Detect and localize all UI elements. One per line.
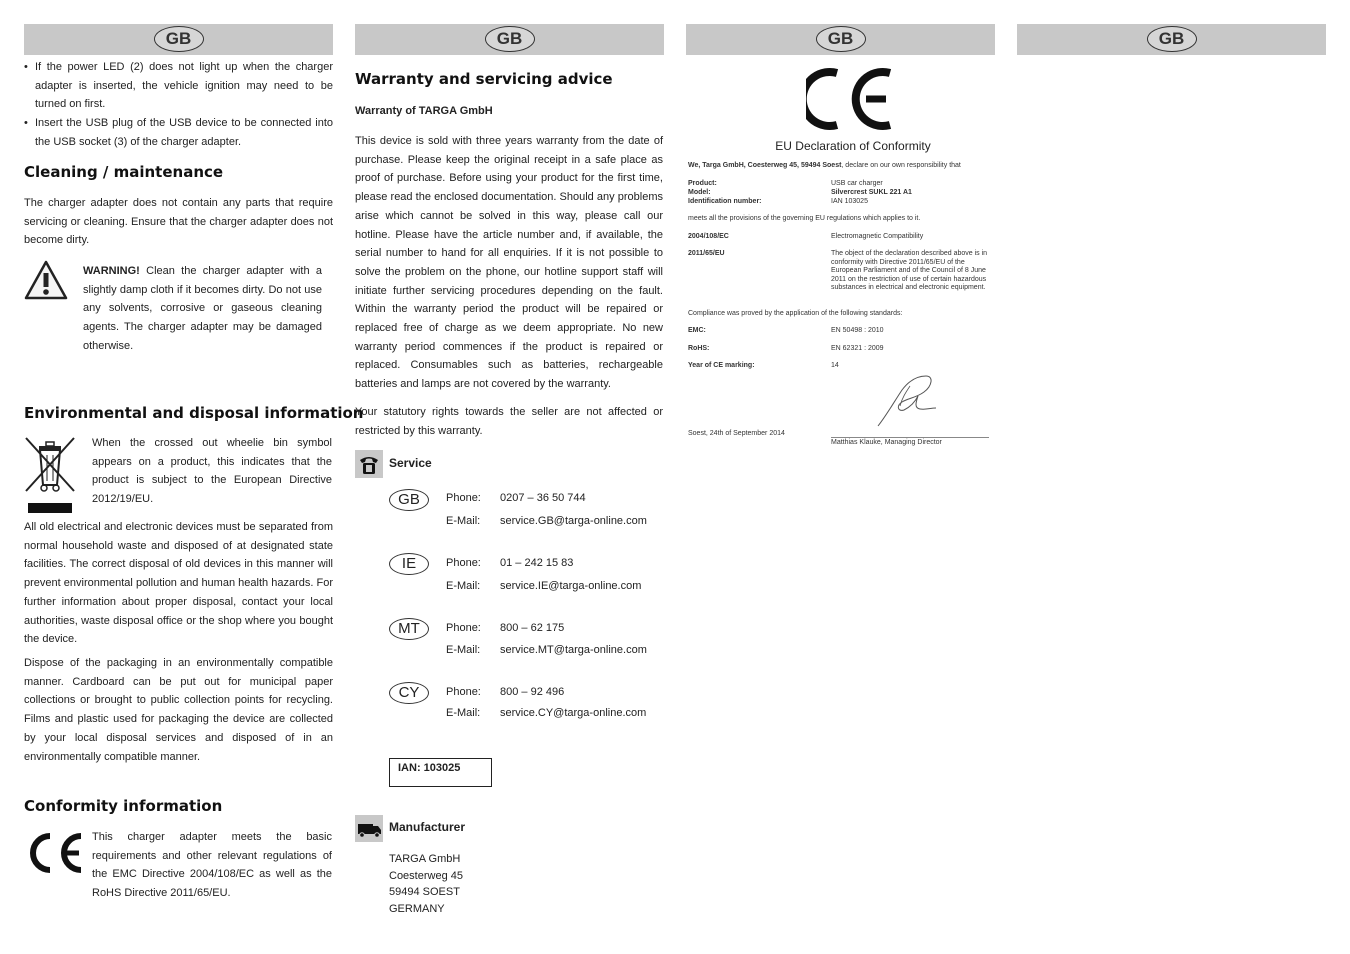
model-value: Silvercrest SUKL 221 A1: [831, 189, 912, 196]
signatory-name: Matthias Klauke, Managing Director: [831, 439, 942, 446]
signature-image: [872, 372, 942, 430]
warranty-paragraph-2: Your statutory rights towards the seller are not affected or restricted by this warranty.: [355, 406, 663, 437]
directive-emc-label: 2004/108/EC: [688, 233, 729, 240]
page-column-1: [24, 24, 333, 55]
service-heading: Service: [389, 456, 432, 470]
address-line: TARGA GmbH: [389, 853, 461, 865]
warranty-paragraph-1: This device is sold with three years warranty from the date of purchase. Please keep the original receipt in a safe place as proof of purchase. Before using your product for the first time, please read the enclosed documentation. Should any problems arise which cannot be solved in this way, please call our hotline. Please have the article number and, if available, the serial number to hand for all enquiries. If it is not possible to solve the problem on the phone, our hotline support staff will initiate further servicing procedures depending on the fault. Within the warranty period the product will be repaired or replaced free of charge as we deem appropriate. No new warranty period commences if the product is repaired or replaced. Consumables such as batteries, rechargeable batteries and lamps are not covered by the warranty.: [355, 135, 663, 391]
section-heading-environment: Environmental and disposal information: [24, 404, 364, 422]
country-badge-mt: MT: [389, 618, 429, 640]
page-column-3: [686, 24, 995, 55]
email-ie: service.IE@targa-online.com: [500, 580, 642, 592]
place-date: Soest, 24th of September 2014: [688, 430, 785, 437]
directive-emc-value: Electromagnetic Compatibility: [831, 233, 924, 240]
country-badge-gb: GB: [389, 489, 429, 511]
ian-box: IAN: 103025: [389, 758, 492, 787]
language-badge: GB: [154, 26, 204, 52]
warranty-subheading: Warranty of TARGA GmbH: [355, 105, 493, 117]
country-badge-cy: CY: [389, 682, 429, 704]
language-badge: GB: [485, 26, 535, 52]
phone-ie: 01 – 242 15 83: [500, 557, 574, 569]
conformity-text: This charger adapter meets the basic requirements and other relevant regulations of the EMC Directive 2004/108/EC as well as the RoHS Directive 2011/65/EU.: [92, 831, 332, 900]
language-band: [686, 24, 995, 55]
address-line: Coesterweg 45: [389, 869, 463, 882]
disposal-symbol-text: When the crossed out wheelie bin symbol appears on a product, this indicates that the product is subject to the European Directive 2012/19/EU.: [92, 437, 332, 506]
phone-mt: 800 – 62 175: [500, 622, 565, 634]
ce-mark-icon: [24, 830, 84, 876]
product-value: USB car charger: [831, 180, 883, 187]
ce-year-label: Year of CE marking:: [688, 362, 755, 369]
section-heading-cleaning: Cleaning / maintenance: [24, 163, 224, 181]
truck-icon: [355, 815, 383, 842]
page-column-2: [355, 24, 664, 55]
manufacturer-heading: Manufacturer: [389, 820, 466, 834]
language-band: [24, 24, 333, 55]
country-badge-ie: IE: [389, 553, 429, 575]
email-label: E-Mail:: [446, 707, 481, 719]
list-item: • If the power LED (2) does not light up when the charger adapter is inserted, the vehicle ignition may need to be turned on first.: [24, 58, 333, 114]
phone-label: Phone:: [446, 492, 481, 504]
email-gb: service.GB@targa-online.com: [500, 515, 647, 527]
warning-text: Clean the charger adapter with a slightly damp cloth if it becomes dirty. Do not use any solvents, corrosive or gaseous cleaning agents. The charger adapter may be damaged otherwise.: [83, 265, 322, 352]
language-badge: GB: [1147, 26, 1197, 52]
emc-standard-label: EMC:: [688, 327, 706, 334]
ce-mark-large-icon: [806, 66, 894, 132]
phone-label: Phone:: [446, 622, 481, 634]
address-line: GERMANY: [389, 902, 445, 915]
email-cy: service.CY@targa-online.com: [500, 707, 647, 719]
meets-provisions: meets all the provisions of the governing EU regulations which applies to it.: [688, 215, 921, 222]
warning-label: WARNING!: [83, 265, 140, 277]
language-badge: GB: [816, 26, 866, 52]
email-label: E-Mail:: [446, 644, 481, 656]
section-heading-conformity: Conformity information: [24, 797, 223, 815]
product-label: Product:: [688, 180, 717, 187]
compliance-text: Compliance was proved by the application of the following standards:: [688, 310, 903, 317]
warning-paragraph: [83, 262, 322, 356]
telephone-icon: [355, 450, 383, 478]
signature-line: [831, 437, 989, 438]
address-line: 59494 SOEST: [389, 886, 460, 898]
rohs-standard-value: EN 62321 : 2009: [831, 345, 884, 352]
phone-cy: 800 – 92 496: [500, 686, 565, 698]
email-label: E-Mail:: [446, 515, 481, 527]
cleaning-text: The charger adapter does not contain any parts that require servicing or cleaning. Ensure that the charger adapter does not become dirty.: [24, 197, 333, 247]
emc-standard-value: EN 50498 : 2010: [831, 327, 884, 334]
intro-rest: , declare on our own responsibility that: [841, 162, 961, 169]
company-name: We, Targa GmbH, Coesterweg 45, 59494 Soest: [688, 162, 842, 169]
declaration-title: EU Declaration of Conformity: [775, 139, 931, 153]
warning-icon: [24, 260, 68, 300]
language-band: [1017, 24, 1326, 55]
language-band: [355, 24, 664, 55]
disposal-paragraph-1: All old electrical and electronic devices must be separated from normal household waste and disposed of at designated state facilities. The correct disposal of old devices in this manner will prevent environmental pollution and human health hazards. For further information about proper disposal, contact your local authorities, waste disposal office or the shop where you bought the device.: [24, 521, 333, 646]
directive-rohs-label: 2011/65/EU: [688, 250, 725, 257]
email-mt: service.MT@targa-online.com: [500, 644, 647, 656]
rohs-standard-label: RoHS:: [688, 345, 710, 352]
list-item: • Insert the USB plug of the USB device to be connected into the USB socket (3) of the charger adapter.: [24, 114, 333, 151]
phone-gb: 0207 – 36 50 744: [500, 492, 586, 504]
phone-label: Phone:: [446, 686, 481, 698]
phone-label: Phone:: [446, 557, 481, 569]
declaration-intro: [688, 162, 998, 171]
model-label: Model:: [688, 189, 711, 196]
page-column-4: [1017, 24, 1326, 55]
manufacturer-address: [389, 851, 463, 917]
crossed-bin-icon: [22, 435, 78, 515]
id-number-value: IAN 103025: [831, 198, 868, 205]
email-label: E-Mail:: [446, 580, 481, 592]
disposal-paragraph-2: Dispose of the packaging in an environmentally compatible manner. Cardboard can be put out for municipal paper collections or brought to public collection points for recycling. Films and plastic used for packaging the device are collected by your local disposal services and disposed of in an environmentally compatible manner.: [24, 657, 333, 763]
directive-rohs-value: The object of the declaration described above is in conformity with Directive 2011/65/EU of the European Parliament and of the Council of 8 June 2011 on the restriction of use of certain hazardous substances in electrical and electronic equipment.: [831, 250, 988, 292]
ce-year-value: 14: [831, 362, 839, 369]
warranty-heading: Warranty and servicing advice: [355, 70, 613, 88]
id-number-label: Identification number:: [688, 198, 762, 205]
